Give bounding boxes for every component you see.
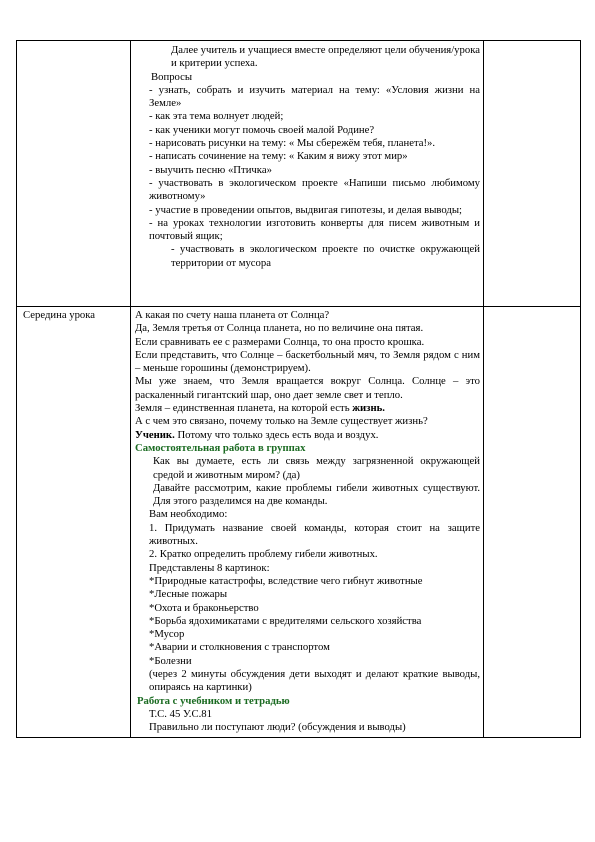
group-line: *Аварии и столкновения с транспортом: [149, 641, 330, 654]
group-line: *Охота и браконьерство: [149, 601, 259, 614]
intro-line: Да, Земля третья от Солнца планета, но по величине она пятая.: [135, 322, 424, 335]
pupil-line: Ученик. Потому что только здесь есть вода и воздух.: [135, 428, 379, 441]
paragraph: - написать сочинение на тему: « Каким я вижу этот мир»: [149, 150, 408, 163]
question-line: А с чем это связано, почему только на Земле существует жизнь?: [135, 415, 428, 428]
table-row: [17, 307, 581, 738]
intro-line: Если сравнивать ее с размерами Солнца, то она просто крошка.: [135, 335, 425, 348]
paragraph: - участвовать в экологическом проекте «Напиши письмо любимому животному»: [149, 176, 480, 203]
group-line: Как вы думаете, есть ли связь между загрязненной окружающей средой и животным миром? (да): [153, 455, 480, 481]
stage-label: [17, 41, 130, 43]
paragraph: - участие в проведении опытов, выдвигая гипотезы, и делая выводы;: [149, 203, 462, 216]
paragraph: - как эта тема волнует людей;: [149, 110, 284, 123]
paragraph: - нарисовать рисунки на тему: « Мы сбережём тебя, планета!».: [149, 137, 436, 150]
content-cell: [131, 41, 484, 307]
intro-block: [135, 309, 480, 402]
life-line: Земля – единственная планета, на которой есть жизнь.: [135, 402, 385, 415]
group-line: 1. Придумать название своей команды, которая стоит на защите животных.: [149, 521, 480, 548]
group-line: *Болезни: [149, 654, 192, 667]
group-line: *Лесные пожары: [149, 588, 228, 601]
group-work-heading: Самостоятельная работа в группах: [135, 441, 306, 454]
group-line: (через 2 минуты обсуждения дети выходят и делают краткие выводы, опираясь на картинки): [149, 668, 480, 694]
intro-line: А какая по счету наша планета от Солнца?: [135, 309, 330, 321]
notes-cell: [484, 41, 581, 307]
notes-cell: [484, 307, 581, 738]
stage-label: Середина урока: [23, 309, 96, 321]
group-line: *Борьба ядохимикатами с вредителями сельского хозяйства: [149, 614, 422, 627]
content-text: [131, 307, 483, 737]
content-text: [131, 41, 483, 306]
group-line: *Мусор: [149, 628, 185, 641]
intro-line: Мы уже знаем, что Земля вращается вокруг Солнца. Солнце – это раскаленный гигантский шар, оно дает земле свет и тепло.: [135, 375, 480, 401]
group-line: *Природные катастрофы, вследствие чего гибнут животные: [149, 574, 423, 587]
stage-cell: [17, 41, 131, 307]
book-work-block: [135, 708, 480, 735]
group-line: 2. Кратко определить проблему гибели животных.: [149, 548, 378, 561]
group-line: Давайте рассмотрим, какие проблемы гибели животных существуют. Для этого разделимся на две команды.: [153, 481, 480, 508]
paragraph: - как ученики могут помочь своей малой Родине?: [149, 123, 375, 136]
intro-line: Если представить, что Солнце – баскетбольный мяч, то Земля рядом с ним – меньше горошины (демонстрируем).: [135, 348, 480, 375]
group-work-block: [135, 455, 480, 694]
stage-cell: [17, 307, 131, 738]
book-line: Правильно ли поступают люди? (обсуждения и выводы): [149, 721, 406, 734]
paragraph: Вопросы: [151, 70, 193, 83]
paragraph: - узнать, собрать и изучить материал на тему: «Условия жизни на Земле»: [149, 83, 480, 110]
group-line: Представлены 8 картинок:: [149, 561, 270, 574]
book-line: Т.С. 45 У.С.81: [149, 707, 212, 720]
book-work-heading: Работа с учебником и тетрадью: [137, 694, 290, 707]
table-row: [17, 41, 581, 307]
paragraph: - на уроках технологии изготовить конверты для писем животным и почтовый ящик;: [149, 216, 480, 243]
paragraph: - участвовать в экологическом проекте по очистке окружающей территории от мусора: [171, 243, 480, 269]
group-line: Вам необходимо:: [149, 508, 228, 521]
paragraph: - выучить песню «Птичка»: [149, 163, 272, 176]
content-cell: [131, 307, 484, 738]
lesson-plan-table: [16, 40, 581, 738]
paragraph: Далее учитель и учащиеся вместе определяют цели обучения/урока и критерии успеха.: [171, 44, 480, 70]
